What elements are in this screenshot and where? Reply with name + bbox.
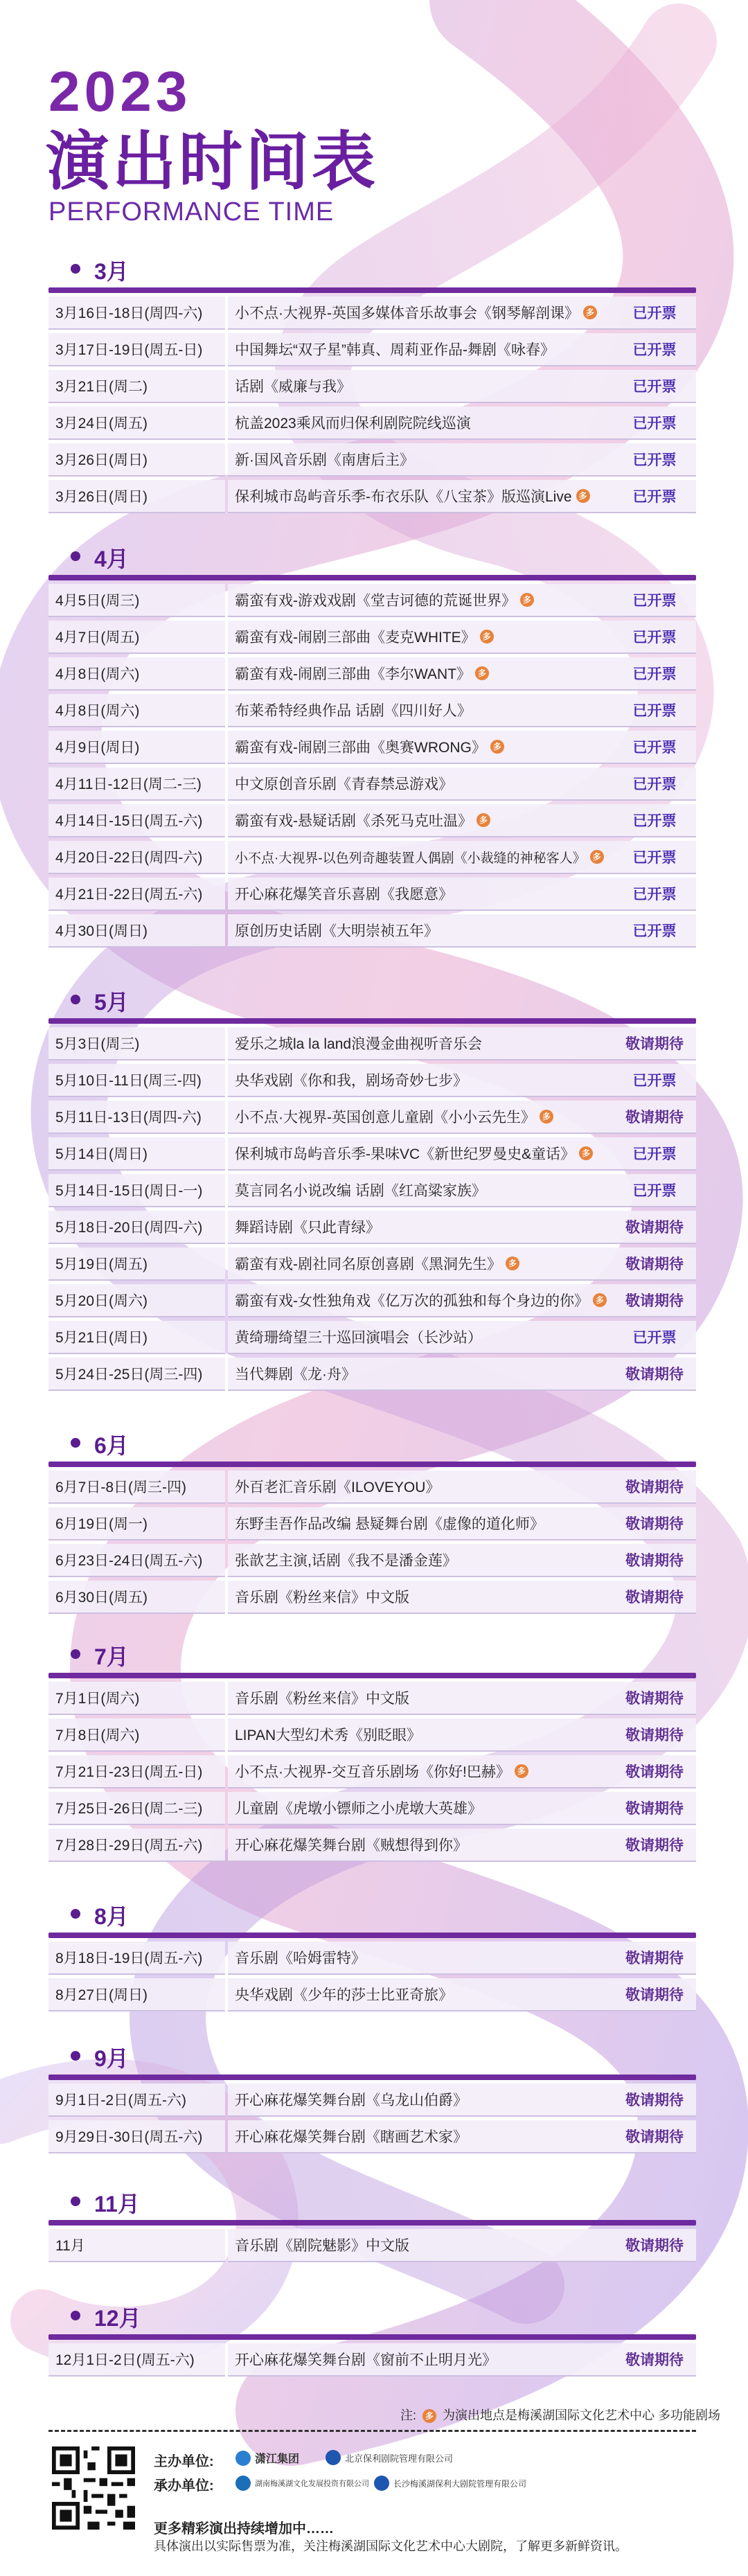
ticket-status[interactable]: 已开票 bbox=[613, 296, 696, 330]
show-cell bbox=[228, 333, 613, 366]
ticket-status[interactable]: 敬请期待 bbox=[613, 1792, 696, 1825]
ticket-status[interactable]: 已开票 bbox=[613, 1064, 696, 1097]
month-bar bbox=[48, 2220, 696, 2226]
schedule-row[interactable] bbox=[48, 1247, 696, 1281]
schedule-row[interactable] bbox=[48, 1978, 696, 2011]
ticket-status[interactable]: 已开票 bbox=[613, 804, 696, 837]
show-title: 霸蛮有戏-游戏戏剧《堂吉诃德的荒诞世界》 bbox=[235, 593, 516, 609]
show-title: 霸蛮有戏-闹剧三部曲《奥赛WRONG》 bbox=[235, 740, 486, 756]
schedule-row[interactable] bbox=[48, 1211, 696, 1244]
show-title: 张歆艺主演,话剧《我不是潘金莲》 bbox=[235, 1553, 457, 1569]
schedule-row[interactable] bbox=[48, 1682, 696, 1715]
schedule-row[interactable] bbox=[48, 1471, 696, 1504]
show-date: 7月25日-26日(周二-三) bbox=[48, 1792, 225, 1825]
show-cell bbox=[228, 480, 613, 513]
show-cell bbox=[228, 584, 613, 617]
venue-marker-icon: 多 bbox=[593, 1293, 607, 1307]
organizer-logo-1: 湖南梅溪湖文化发展投资有限公司 bbox=[235, 2476, 369, 2491]
month-label: 5月 bbox=[94, 990, 129, 1015]
show-date: 8月18日-19日(周五-六) bbox=[48, 1942, 225, 1975]
show-cell bbox=[228, 1581, 613, 1614]
show-date: 5月10日-11日(周三-四) bbox=[48, 1064, 225, 1097]
show-cell bbox=[228, 1284, 613, 1317]
month-bar bbox=[48, 2075, 696, 2080]
show-title: 小不点·大视界-交互音乐剧场《你好!巴赫》 bbox=[235, 1764, 510, 1780]
show-title: 莫言同名小说改编 话剧《红高粱家族》 bbox=[235, 1183, 486, 1199]
show-cell bbox=[228, 767, 613, 801]
host-label: 主办单位: bbox=[154, 2454, 214, 2469]
show-date: 6月19日(周一) bbox=[48, 1507, 225, 1540]
show-cell bbox=[228, 1755, 613, 1788]
show-cell bbox=[228, 1682, 613, 1715]
show-date: 5月14日(周日) bbox=[48, 1137, 225, 1171]
month-section bbox=[48, 253, 696, 513]
show-cell bbox=[228, 1471, 613, 1504]
show-date: 8月27日(周日) bbox=[48, 1978, 225, 2011]
show-date: 4月9日(周日) bbox=[48, 731, 225, 764]
month-label: 3月 bbox=[94, 259, 129, 284]
schedule-row[interactable] bbox=[48, 1942, 696, 1975]
group-logo-icon bbox=[235, 2451, 251, 2466]
schedule-row[interactable] bbox=[48, 1507, 696, 1540]
show-date: 3月17日-19日(周五-日) bbox=[48, 333, 225, 366]
show-cell bbox=[228, 1027, 613, 1060]
ticket-status[interactable]: 已开票 bbox=[613, 841, 696, 874]
venue-marker-icon: 多 bbox=[583, 305, 597, 319]
show-title: 新·国风音乐剧《南唐后主》 bbox=[235, 452, 414, 468]
organizer-label: 承办单位: bbox=[154, 2478, 214, 2494]
show-cell bbox=[228, 443, 613, 477]
ticket-status[interactable]: 已开票 bbox=[613, 584, 696, 617]
bullet-dot-icon bbox=[71, 551, 80, 561]
bullet-dot-icon bbox=[71, 2051, 80, 2061]
ticket-status[interactable]: 敬请期待 bbox=[613, 1211, 696, 1244]
schedule-row[interactable] bbox=[48, 1718, 696, 1752]
show-cell bbox=[228, 1829, 613, 1862]
schedule-row[interactable] bbox=[48, 407, 696, 440]
show-title: 开心麻花爆笑舞台剧《乌龙山伯爵》 bbox=[235, 2093, 467, 2108]
show-date: 5月21日(周日) bbox=[48, 1321, 225, 1354]
footer-note bbox=[400, 2406, 720, 2424]
schedule-row[interactable] bbox=[48, 1792, 696, 1825]
show-date: 3月26日(周日) bbox=[48, 443, 225, 477]
show-title: 央华戏剧《你和我，剧场奇妙七步》 bbox=[235, 1073, 467, 1089]
show-title: 霸蛮有戏-剧社同名原创喜剧《黑洞先生》 bbox=[235, 1256, 501, 1272]
ticket-status[interactable]: 敬请期待 bbox=[613, 1544, 696, 1577]
poly-logo-icon bbox=[326, 2450, 341, 2465]
month-label: 7月 bbox=[94, 1644, 129, 1669]
ticket-status[interactable]: 敬请期待 bbox=[613, 1978, 696, 2011]
meixihu-logo-icon bbox=[235, 2476, 251, 2491]
show-date: 6月30日(周五) bbox=[48, 1581, 225, 1614]
show-cell bbox=[228, 1978, 613, 2011]
show-title: 小不点·大视界-英国多媒体音乐故事会《钢琴解剖课》 bbox=[235, 305, 579, 321]
venue-marker-icon: 多 bbox=[506, 1256, 519, 1270]
show-cell bbox=[228, 2229, 613, 2262]
show-date: 12月1日-2日(周五-六) bbox=[48, 2343, 225, 2377]
schedule-row[interactable] bbox=[48, 914, 696, 948]
show-cell bbox=[228, 694, 613, 727]
month-label: 6月 bbox=[94, 1433, 129, 1458]
schedule-row[interactable] bbox=[48, 1101, 696, 1134]
ticket-status[interactable]: 敬请期待 bbox=[613, 1755, 696, 1788]
ticket-status[interactable]: 敬请期待 bbox=[613, 1101, 696, 1134]
ticket-status[interactable]: 已开票 bbox=[613, 731, 696, 764]
schedule-row[interactable] bbox=[48, 1064, 696, 1097]
show-date: 4月14日-15日(周五-六) bbox=[48, 804, 225, 837]
schedule-row[interactable] bbox=[48, 767, 696, 801]
ticket-status[interactable]: 敬请期待 bbox=[613, 1942, 696, 1975]
month-label: 8月 bbox=[94, 1904, 129, 1929]
show-date: 4月5日(周三) bbox=[48, 584, 225, 617]
ticket-status[interactable]: 敬请期待 bbox=[613, 1581, 696, 1614]
show-title: 音乐剧《粉丝来信》中文版 bbox=[235, 1691, 409, 1707]
schedule-row[interactable] bbox=[48, 370, 696, 403]
show-cell bbox=[228, 1137, 613, 1171]
show-title: 开心麻花爆笑舞台剧《贼想得到你》 bbox=[235, 1838, 467, 1854]
show-title: 音乐剧《粉丝来信》中文版 bbox=[235, 1590, 409, 1606]
show-date: 5月11日-13日(周四-六) bbox=[48, 1101, 225, 1134]
show-title: 保利城市岛屿音乐季-布衣乐队《八宝茶》版巡演Live bbox=[235, 489, 572, 505]
title-english: PERFORMANCE TIME bbox=[48, 197, 335, 226]
show-cell bbox=[228, 621, 613, 654]
show-title: 布莱希特经典作品 话剧《四川好人》 bbox=[235, 703, 472, 719]
month-section bbox=[48, 2300, 696, 2377]
schedule-row[interactable] bbox=[48, 657, 696, 691]
schedule-row[interactable] bbox=[48, 480, 696, 513]
venue-marker-icon: 多 bbox=[576, 489, 590, 503]
show-cell bbox=[228, 1101, 613, 1134]
qr-code-icon[interactable] bbox=[52, 2446, 135, 2530]
show-date: 5月18日-20日(周四-六) bbox=[48, 1211, 225, 1244]
ticket-status[interactable]: 敬请期待 bbox=[613, 1507, 696, 1540]
show-title: 东野圭吾作品改编 悬疑舞台剧《虚像的道化师》 bbox=[235, 1516, 544, 1532]
show-title: 小不点·大视界-以色列奇趣装置人偶剧《小裁缝的神秘客人》 bbox=[235, 851, 586, 866]
ticket-status[interactable]: 已开票 bbox=[613, 1174, 696, 1207]
month-section bbox=[48, 1427, 696, 1614]
schedule-row[interactable] bbox=[48, 333, 696, 366]
show-cell bbox=[228, 296, 613, 330]
ticket-status[interactable]: 已开票 bbox=[613, 407, 696, 440]
show-date: 7月28日-29日(周五-六) bbox=[48, 1829, 225, 1862]
schedule-row[interactable] bbox=[48, 804, 696, 837]
show-date: 7月8日(周六) bbox=[48, 1718, 225, 1752]
show-title: 外百老汇音乐剧《ILOVEYOU》 bbox=[235, 1480, 440, 1495]
month-header bbox=[48, 1638, 696, 1669]
venue-marker-icon: 多 bbox=[515, 1764, 528, 1778]
bullet-dot-icon bbox=[71, 2311, 80, 2320]
schedule-row[interactable] bbox=[48, 1755, 696, 1788]
show-date: 5月20日(周六) bbox=[48, 1284, 225, 1317]
ticket-status[interactable]: 敬请期待 bbox=[613, 2084, 696, 2117]
show-cell bbox=[228, 841, 613, 874]
show-title: 舞蹈诗剧《只此青绿》 bbox=[235, 1220, 380, 1236]
show-cell bbox=[228, 878, 613, 911]
schedule-row[interactable] bbox=[48, 1544, 696, 1577]
show-cell bbox=[228, 1174, 613, 1207]
schedule-row[interactable] bbox=[48, 731, 696, 764]
month-header bbox=[48, 2300, 696, 2330]
schedule-row[interactable] bbox=[48, 2120, 696, 2153]
month-label: 11月 bbox=[94, 2192, 140, 2217]
show-date: 11月 bbox=[48, 2229, 225, 2262]
bullet-dot-icon bbox=[71, 995, 80, 1004]
ticket-status[interactable]: 敬请期待 bbox=[613, 1718, 696, 1752]
show-title: 中文原创音乐剧《青春禁忌游戏》 bbox=[235, 776, 453, 792]
show-title: 霸蛮有戏-闹剧三部曲《麦克WHITE》 bbox=[235, 630, 476, 646]
month-bar bbox=[48, 287, 696, 293]
show-title: 霸蛮有戏-悬疑话剧《杀死马克吐温》 bbox=[235, 813, 472, 829]
show-cell bbox=[228, 1942, 613, 1975]
ticket-status[interactable]: 已开票 bbox=[613, 443, 696, 477]
ticket-status[interactable]: 敬请期待 bbox=[613, 2120, 696, 2153]
month-bar bbox=[48, 2334, 696, 2340]
ticket-status[interactable]: 敬请期待 bbox=[613, 1358, 696, 1391]
show-title: 保利城市岛屿音乐季-果味VC《新世纪罗曼史&童话》 bbox=[235, 1146, 576, 1162]
month-label: 4月 bbox=[94, 547, 129, 571]
show-cell bbox=[228, 370, 613, 403]
venue-marker-icon: 多 bbox=[590, 850, 604, 864]
show-cell bbox=[228, 1321, 613, 1354]
month-section bbox=[48, 540, 696, 948]
show-cell bbox=[228, 914, 613, 948]
show-title: 央华戏剧《少年的莎士比亚奇旅》 bbox=[235, 1987, 453, 2003]
ticket-status[interactable]: 敬请期待 bbox=[613, 1829, 696, 1862]
show-title: 霸蛮有戏-闹剧三部曲《李尔WANT》 bbox=[235, 666, 472, 682]
note-prefix: 注: bbox=[400, 2408, 417, 2422]
show-cell bbox=[228, 407, 613, 440]
schedule-row[interactable] bbox=[48, 1581, 696, 1614]
month-bar bbox=[48, 1018, 696, 1024]
schedule-row[interactable] bbox=[48, 584, 696, 617]
show-title: 儿童剧《虎墩小镖师之小虎墩大英雄》 bbox=[235, 1801, 482, 1817]
venue-marker-icon: 多 bbox=[579, 1146, 593, 1160]
host-logo-1: 潇江集团 bbox=[235, 2450, 299, 2466]
bullet-dot-icon bbox=[71, 2196, 80, 2206]
show-date: 4月11日-12日(周二-三) bbox=[48, 767, 225, 801]
note-text: 为演出地点是梅溪湖国际文化艺术中心 多功能剧场 bbox=[443, 2408, 721, 2422]
show-title: 霸蛮有戏-女性独角戏《亿万次的孤独和每个身边的你》 bbox=[235, 1293, 589, 1309]
show-title: 开心麻花爆笑舞台剧《瞎画艺术家》 bbox=[235, 2129, 467, 2145]
month-header bbox=[48, 1427, 696, 1457]
schedule-row[interactable] bbox=[48, 1284, 696, 1317]
schedule-row[interactable] bbox=[48, 1321, 696, 1354]
show-date: 4月21日-22日(周五-六) bbox=[48, 878, 225, 911]
month-bar bbox=[48, 575, 696, 580]
show-cell bbox=[228, 1507, 613, 1540]
ticket-status[interactable]: 已开票 bbox=[613, 480, 696, 513]
show-title: 原创历史话剧《大明崇祯五年》 bbox=[235, 923, 438, 939]
bullet-dot-icon bbox=[71, 264, 80, 274]
schedule-row[interactable] bbox=[48, 1027, 696, 1060]
ticket-status[interactable]: 已开票 bbox=[613, 370, 696, 403]
month-header bbox=[48, 1898, 696, 1928]
month-header bbox=[48, 2040, 696, 2070]
more-shows-title: 更多精彩演出持续增加中…… bbox=[154, 2521, 334, 2537]
show-cell bbox=[228, 1211, 613, 1244]
show-cell bbox=[228, 804, 613, 837]
ticket-status[interactable]: 敬请期待 bbox=[613, 1247, 696, 1281]
show-cell bbox=[228, 657, 613, 691]
more-shows-text: 具体演出以实际售票为准，关注梅溪湖国际文化艺术中心大剧院，了解更多新鲜资讯。 bbox=[154, 2539, 627, 2553]
show-title: 开心麻花爆笑音乐喜剧《我愿意》 bbox=[235, 887, 453, 903]
venue-marker-icon: 多 bbox=[422, 2409, 436, 2423]
month-section bbox=[48, 1638, 696, 1862]
show-date: 6月7日-8日(周三-四) bbox=[48, 1471, 225, 1504]
bullet-dot-icon bbox=[71, 1649, 80, 1659]
title-year: 2023 bbox=[48, 60, 192, 123]
month-bar bbox=[48, 1462, 696, 1467]
show-cell bbox=[228, 1358, 613, 1391]
month-bar bbox=[48, 1933, 696, 1938]
show-date: 5月3日(周三) bbox=[48, 1027, 225, 1060]
show-date: 4月30日(周日) bbox=[48, 914, 225, 948]
schedule-row[interactable] bbox=[48, 2084, 696, 2117]
show-date: 5月14日-15日(周日-一) bbox=[48, 1174, 225, 1207]
ticket-status[interactable]: 敬请期待 bbox=[613, 1027, 696, 1060]
poly-theatre-logo-icon bbox=[374, 2476, 389, 2491]
show-title: 音乐剧《哈姆雷特》 bbox=[235, 1951, 366, 1966]
show-date: 4月8日(周六) bbox=[48, 657, 225, 691]
month-section bbox=[48, 984, 696, 1391]
venue-marker-icon: 多 bbox=[490, 740, 504, 754]
show-date: 3月24日(周五) bbox=[48, 407, 225, 440]
bullet-dot-icon bbox=[71, 1438, 80, 1448]
month-section bbox=[48, 2040, 696, 2153]
month-bar bbox=[48, 1673, 696, 1678]
show-title: 小不点·大视界-英国创意儿童剧《小小云先生》 bbox=[235, 1110, 535, 1126]
show-date: 4月20日-22日(周四-六) bbox=[48, 841, 225, 874]
show-cell bbox=[228, 1064, 613, 1097]
month-header bbox=[48, 2185, 696, 2216]
show-title: 开心麻花爆笑舞台剧《窗前不止明月光》 bbox=[235, 2352, 497, 2368]
show-cell bbox=[228, 731, 613, 764]
show-date: 5月19日(周五) bbox=[48, 1247, 225, 1281]
show-cell bbox=[228, 1247, 613, 1281]
show-cell bbox=[228, 2120, 613, 2153]
show-date: 7月1日(周六) bbox=[48, 1682, 225, 1715]
bullet-dot-icon bbox=[71, 1909, 80, 1919]
ticket-status[interactable]: 已开票 bbox=[613, 621, 696, 654]
host-logo-2: 北京保利剧院管理有限公司 bbox=[326, 2450, 453, 2465]
ticket-status[interactable]: 已开票 bbox=[613, 914, 696, 948]
show-title: 话剧《威廉与我》 bbox=[235, 379, 351, 395]
show-date: 7月21日-23日(周五-日) bbox=[48, 1755, 225, 1788]
ticket-status[interactable]: 已开票 bbox=[613, 333, 696, 366]
schedule-row[interactable] bbox=[48, 296, 696, 330]
show-cell bbox=[228, 1718, 613, 1752]
show-date: 4月7日(周五) bbox=[48, 621, 225, 654]
month-header bbox=[48, 540, 696, 571]
venue-marker-icon: 多 bbox=[477, 813, 490, 827]
show-date: 9月1日-2日(周五-六) bbox=[48, 2084, 225, 2117]
ticket-status[interactable]: 已开票 bbox=[613, 657, 696, 691]
ticket-status[interactable]: 敬请期待 bbox=[613, 1682, 696, 1715]
show-title: 杭盖2023乘风而归保利剧院院线巡演 bbox=[235, 416, 471, 432]
ticket-status[interactable]: 已开票 bbox=[613, 767, 696, 801]
ticket-status[interactable]: 已开票 bbox=[613, 694, 696, 727]
show-title: LIPAN大型幻术秀《别眨眼》 bbox=[235, 1727, 422, 1743]
venue-marker-icon: 多 bbox=[520, 593, 534, 607]
show-date: 3月26日(周日) bbox=[48, 480, 225, 513]
schedule-row[interactable] bbox=[48, 2229, 696, 2262]
ticket-status[interactable]: 敬请期待 bbox=[613, 1284, 696, 1317]
show-date: 5月24日-25日(周三-四) bbox=[48, 1358, 225, 1391]
show-date: 4月8日(周六) bbox=[48, 694, 225, 727]
schedule-row[interactable] bbox=[48, 621, 696, 654]
venue-marker-icon: 多 bbox=[475, 666, 489, 680]
ticket-status[interactable]: 已开票 bbox=[613, 1137, 696, 1171]
show-cell bbox=[228, 1792, 613, 1825]
ticket-status[interactable]: 敬请期待 bbox=[613, 2229, 696, 2262]
organizer-logo-2: 长沙梅溪湖保利大剧院管理有限公司 bbox=[374, 2476, 526, 2491]
schedule-row[interactable] bbox=[48, 694, 696, 727]
schedule-row[interactable] bbox=[48, 1358, 696, 1391]
show-cell bbox=[228, 2084, 613, 2117]
schedule-row[interactable] bbox=[48, 1829, 696, 1862]
venue-marker-icon: 多 bbox=[540, 1110, 553, 1123]
ticket-status[interactable]: 敬请期待 bbox=[613, 2343, 696, 2377]
show-title: 音乐剧《剧院魅影》中文版 bbox=[235, 2238, 409, 2254]
venue-marker-icon: 多 bbox=[480, 630, 494, 643]
show-cell bbox=[228, 1544, 613, 1577]
month-section bbox=[48, 1898, 696, 2011]
schedule-row[interactable] bbox=[48, 1174, 696, 1207]
show-date: 3月21日(周二) bbox=[48, 370, 225, 403]
ticket-status[interactable]: 已开票 bbox=[613, 1321, 696, 1354]
show-title: 中国舞坛“双子星”韩真、周莉亚作品-舞剧《咏春》 bbox=[235, 342, 555, 358]
month-header bbox=[48, 253, 696, 283]
month-header bbox=[48, 984, 696, 1014]
schedule-row[interactable] bbox=[48, 1137, 696, 1171]
ticket-status[interactable]: 已开票 bbox=[613, 878, 696, 911]
show-date: 6月23日-24日(周五-六) bbox=[48, 1544, 225, 1577]
schedule-row[interactable] bbox=[48, 878, 696, 911]
show-date: 3月16日-18日(周四-六) bbox=[48, 296, 225, 330]
show-date: 9月29日-30日(周五-六) bbox=[48, 2120, 225, 2153]
dashed-divider bbox=[48, 2430, 696, 2432]
ticket-status[interactable]: 敬请期待 bbox=[613, 1471, 696, 1504]
show-title: 黄绮珊绮望三十巡回演唱会（长沙站） bbox=[235, 1330, 482, 1346]
schedule-row[interactable] bbox=[48, 443, 696, 477]
schedule-row[interactable] bbox=[48, 2343, 696, 2377]
month-label: 9月 bbox=[94, 2046, 129, 2071]
month-section bbox=[48, 2185, 696, 2262]
show-title: 当代舞剧《龙·舟》 bbox=[235, 1367, 356, 1383]
schedule-row[interactable] bbox=[48, 841, 696, 874]
show-cell bbox=[228, 2343, 613, 2377]
month-label: 12月 bbox=[94, 2306, 141, 2331]
title-chinese: 演出时间表 bbox=[46, 127, 379, 197]
show-title: 爱乐之城la la land浪漫金曲视听音乐会 bbox=[235, 1036, 483, 1052]
